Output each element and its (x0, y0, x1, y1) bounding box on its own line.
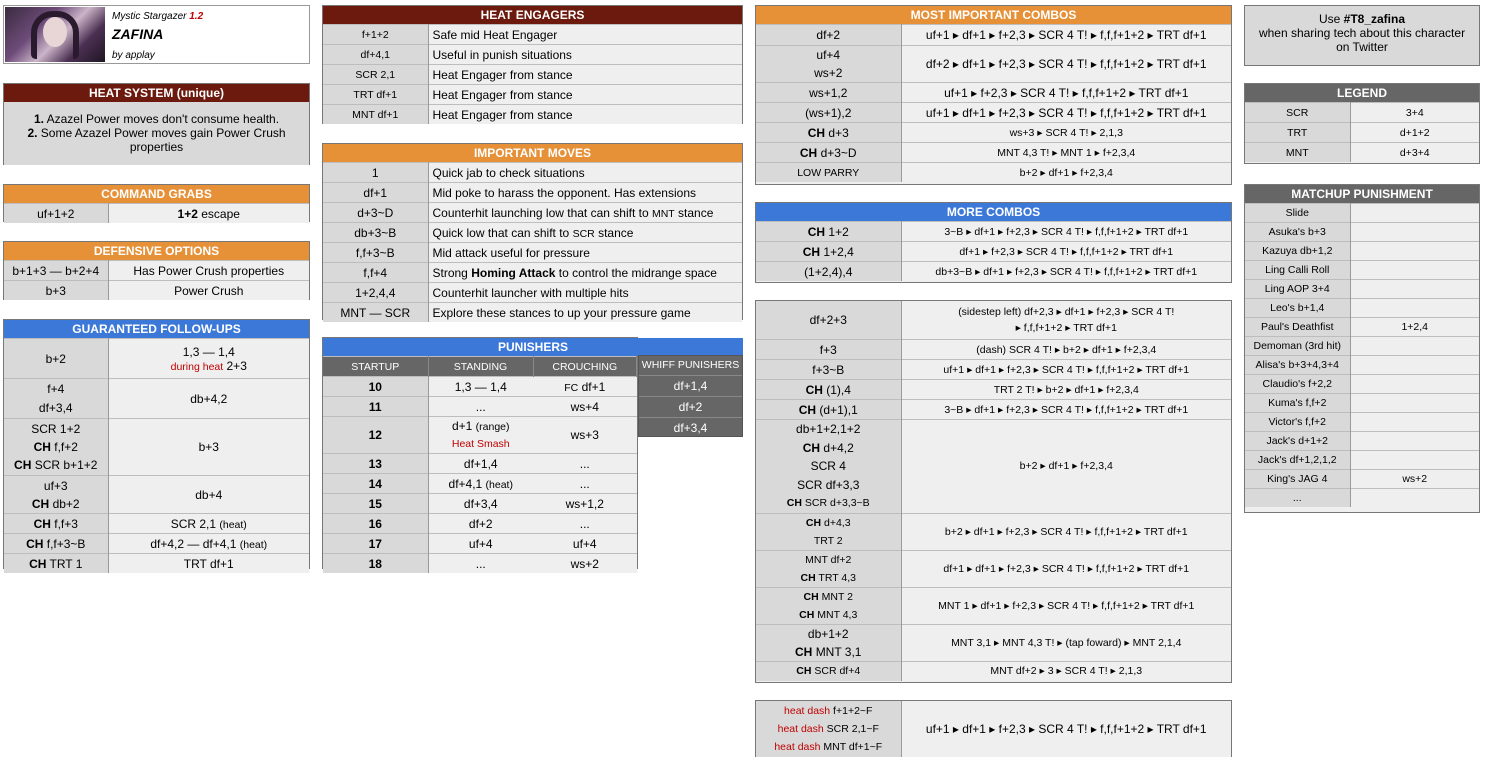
table-row: 17 uf+4 uf+4 (323, 534, 637, 554)
punishers-header: PUNISHERS (323, 338, 743, 356)
table-row: f+1+2 Safe mid Heat Engager (323, 25, 742, 45)
table-row: 13 df+1,4 ... (323, 454, 637, 474)
table-row: MNT df+2 CH TRT 4,3 df+1 ▸ df+1 ▸ f+2,3 ▸ SCR 4 T! ▸ f,f,f+1+2 ▸ TRT df+1 (756, 550, 1231, 587)
table-row: df+2+3 (sidestep left) df+2,3 ▸ df+1 ▸ f+2,3 ▸ SCR 4 T! ▸ f,f,f+1+2 ▸ TRT df+1 (756, 301, 1231, 340)
version: 1.2 (189, 11, 204, 22)
heat-line-2: 2. Some Azazel Power moves gain Power Crush properties (27, 126, 286, 154)
matchup-punishment-panel (1244, 184, 1480, 513)
twitter-hashtag[interactable]: #T8_zafina (1343, 12, 1406, 26)
table-row: uf+3 CH db+2 db+4 (4, 476, 309, 514)
table-row: db+1+2,1+2 CH d+4,2 SCR 4 SCR df+3,3 CH SCR d+3,3~B b+2 ▸ df+1 ▸ f+2,3,4 (756, 420, 1231, 514)
table-row: CH (d+1),1 3~B ▸ df+1 ▸ f+2,3 ▸ SCR 4 T! ▸ f,f,f+1+2 ▸ TRT df+1 (756, 400, 1231, 420)
table-row: Alisa's b+3+4,3+4 (1245, 356, 1479, 375)
table-row: b+1+3 — b+2+4 Has Power Crush properties (4, 261, 309, 281)
table-row: CH d+3~D MNT 4,3 T! ▸ MNT 1 ▸ f+2,3,4 (756, 143, 1231, 163)
table-row: Kazuya db+1,2 (1245, 242, 1479, 261)
table-row: 10 1,3 — 1,4 FC df+1 (323, 377, 637, 397)
table-row: SCR 3+4 (1245, 103, 1479, 123)
punishers-column-headers: STARTUP STANDING CROUCHING (323, 357, 637, 377)
table-row: SCR 2,1 Heat Engager from stance (323, 65, 742, 85)
legend-panel (1244, 83, 1480, 164)
table-row: 16 df+2 ... (323, 514, 637, 534)
table-row: ws+1,2 uf+1 ▸ f+2,3 ▸ SCR 4 T! ▸ f,f,f+1+2 ▸ TRT df+1 (756, 83, 1231, 103)
table-row: heat dash f+1+2~F heat dash SCR 2,1~F heat dash MNT df+1~F uf+1 ▸ df+1 ▸ f+2,3 ▸ SCR 4 T! ▸ f,f,f+1+2 ▸ TRT df+1 (756, 701, 1231, 757)
table-row: Asuka's b+3 (1245, 223, 1479, 242)
important-moves-header: IMPORTANT MOVES (323, 144, 742, 162)
character-portrait (5, 7, 105, 62)
heat-line-1: 1. Azazel Power moves don't consume health. (33, 112, 280, 126)
most-important-combos-panel (755, 5, 1232, 185)
table-row: CH 1+2,4 df+1 ▸ f+2,3 ▸ SCR 4 T! ▸ f,f,f+1+2 ▸ TRT df+1 (756, 242, 1231, 262)
heat-system-header: HEAT SYSTEM (unique) (4, 84, 309, 102)
table-row: b+3 Power Crush (4, 281, 309, 301)
table-row: CH MNT 2 CH MNT 4,3 MNT 1 ▸ df+1 ▸ f+2,3 ▸ SCR 4 T! ▸ f,f,f+1+2 ▸ TRT df+1 (756, 587, 1231, 624)
table-row: 11 ... ws+4 (323, 397, 637, 417)
table-row: b+2 1,3 — 1,4 during heat 2+3 (4, 339, 309, 379)
guaranteed-followups-panel (3, 319, 310, 569)
legend-header: LEGEND (1245, 84, 1479, 102)
table-row: Claudio's f+2,2 (1245, 375, 1479, 394)
table-row: df+4,1 Useful in punish situations (323, 45, 742, 65)
table-row: MNT df+1 Heat Engager from stance (323, 105, 742, 125)
table-row: Jack's d+1+2 (1245, 432, 1479, 451)
table-row: Demoman (3rd hit) (1245, 337, 1479, 356)
table-row: f,f+4 Strong Homing Attack to control the midrange space (323, 263, 742, 283)
punishers-panel (322, 337, 638, 569)
table-row: db+3~B Quick low that can shift to SCR stance (323, 223, 742, 243)
table-row: Kuma's f,f+2 (1245, 394, 1479, 413)
table-row: Paul's Deathfist 1+2,4 (1245, 318, 1479, 337)
table-row: LOW PARRY b+2 ▸ df+1 ▸ f+2,3,4 (756, 163, 1231, 183)
table-row: CH f,f+3~B df+4,2 — df+4,1 (heat) (4, 534, 309, 554)
table-row: Victor's f,f+2 (1245, 413, 1479, 432)
table-row: f+3~B uf+1 ▸ df+1 ▸ f+2,3 ▸ SCR 4 T! ▸ f,f,f+1+2 ▸ TRT df+1 (756, 360, 1231, 380)
table-row: CH f,f+3 SCR 2,1 (heat) (4, 514, 309, 534)
command-grabs-panel (3, 184, 310, 222)
table-row: MNT d+3+4 (1245, 143, 1479, 163)
table-row: f+3 (dash) SCR 4 T! ▸ b+2 ▸ df+1 ▸ f+2,3,4 (756, 340, 1231, 360)
table-row: CH 1+2 3~B ▸ df+1 ▸ f+2,3 ▸ SCR 4 T! ▸ f,f,f+1+2 ▸ TRT df+1 (756, 222, 1231, 242)
table-row: 18 ... ws+2 (323, 554, 637, 574)
table-row: Ling Calli Roll (1245, 261, 1479, 280)
most-important-combos-header: MOST IMPORTANT COMBOS (756, 6, 1231, 24)
title-card (3, 5, 310, 64)
more-combos-panel (755, 202, 1232, 283)
table-row: Slide (1245, 204, 1479, 223)
table-row: CH (1),4 TRT 2 T! ▸ b+2 ▸ df+1 ▸ f+2,3,4 (756, 380, 1231, 400)
command-grabs-header: COMMAND GRABS (4, 185, 309, 203)
table-row: f+4 df+3,4 db+4,2 (4, 379, 309, 419)
defensive-options-panel (3, 241, 310, 300)
important-moves-panel (322, 143, 743, 320)
table-row: King's JAG 4 ws+2 (1245, 470, 1479, 489)
whiff-punishers: WHIFF PUNISHERS df+1,4 df+2 df+3,4 (638, 355, 743, 437)
table-row: TRT df+1 Heat Engager from stance (323, 85, 742, 105)
character-subtitle: Mystic Stargazer (112, 11, 187, 22)
table-row: Jack's df+1,2,1,2 (1245, 451, 1479, 470)
heat-engagers-header: HEAT ENGAGERS (323, 6, 742, 24)
table-row: uf+4 ws+2 df+2 ▸ df+1 ▸ f+2,3 ▸ SCR 4 T! ▸ f,f,f+1+2 ▸ TRT df+1 (756, 46, 1231, 83)
table-row: SCR 1+2 CH f,f+2 CH SCR b+1+2 b+3 (4, 419, 309, 476)
table-row: d+3~D Counterhit launching low that can shift to MNT stance (323, 203, 742, 223)
table-row: 1 Quick jab to check situations (323, 163, 742, 183)
followups-header: GUARANTEED FOLLOW-UPS (4, 320, 309, 338)
table-row: TRT d+1+2 (1245, 123, 1479, 143)
table-row: df+2 uf+1 ▸ df+1 ▸ f+2,3 ▸ SCR 4 T! ▸ f,f,f+1+2 ▸ TRT df+1 (756, 25, 1231, 46)
table-row: uf+1+2 1+2 escape (4, 204, 309, 224)
table-row: 12 d+1 (range) Heat Smash ws+3 (323, 417, 637, 454)
character-name: ZAFINA (112, 26, 164, 42)
more-combos-header: MORE COMBOS (756, 203, 1231, 221)
table-row: df+1 Mid poke to harass the opponent. Has extensions (323, 183, 742, 203)
table-row: ... (1245, 489, 1479, 508)
matchup-header: MATCHUP PUNISHMENT (1245, 185, 1479, 203)
table-row: 15 df+3,4 ws+1,2 (323, 494, 637, 514)
table-row: f,f+3~B Mid attack useful for pressure (323, 243, 742, 263)
table-row: (ws+1),2 uf+1 ▸ df+1 ▸ f+2,3 ▸ SCR 4 T! ▸ f,f,f+1+2 ▸ TRT df+1 (756, 103, 1231, 123)
author: by applay (112, 50, 155, 61)
table-row: CH TRT 1 TRT df+1 (4, 554, 309, 574)
table-row: MNT — SCR Explore these stances to up your pressure game (323, 303, 742, 323)
table-row: Ling AOP 3+4 (1245, 280, 1479, 299)
table-row: (1+2,4),4 db+3~B ▸ df+1 ▸ f+2,3 ▸ SCR 4 T! ▸ f,f,f+1+2 ▸ TRT df+1 (756, 262, 1231, 282)
table-row: Leo's b+1,4 (1245, 299, 1479, 318)
heat-dash-panel (755, 700, 1232, 757)
table-row: CH d+3 ws+3 ▸ SCR 4 T! ▸ 2,1,3 (756, 123, 1231, 143)
table-row: CH SCR df+4 MNT df+2 ▸ 3 ▸ SCR 4 T! ▸ 2,1,3 (756, 661, 1231, 681)
twitter-note-panel: Use #T8_zafina when sharing tech about this character on Twitter (1244, 5, 1480, 66)
table-row: 1+2,4,4 Counterhit launcher with multiple hits (323, 283, 742, 303)
table-row: CH d+4,3 TRT 2 b+2 ▸ df+1 ▸ f+2,3 ▸ SCR 4 T! ▸ f,f,f+1+2 ▸ TRT df+1 (756, 513, 1231, 550)
heat-system-panel (3, 83, 310, 165)
defensive-options-header: DEFENSIVE OPTIONS (4, 242, 309, 260)
table-row: 14 df+4,1 (heat) ... (323, 474, 637, 494)
table-row: db+1+2 CH MNT 3,1 MNT 3,1 ▸ MNT 4,3 T! ▸ (tap foward) ▸ MNT 2,1,4 (756, 624, 1231, 661)
extra-combos-panel (755, 300, 1232, 683)
heat-engagers-panel (322, 5, 743, 124)
